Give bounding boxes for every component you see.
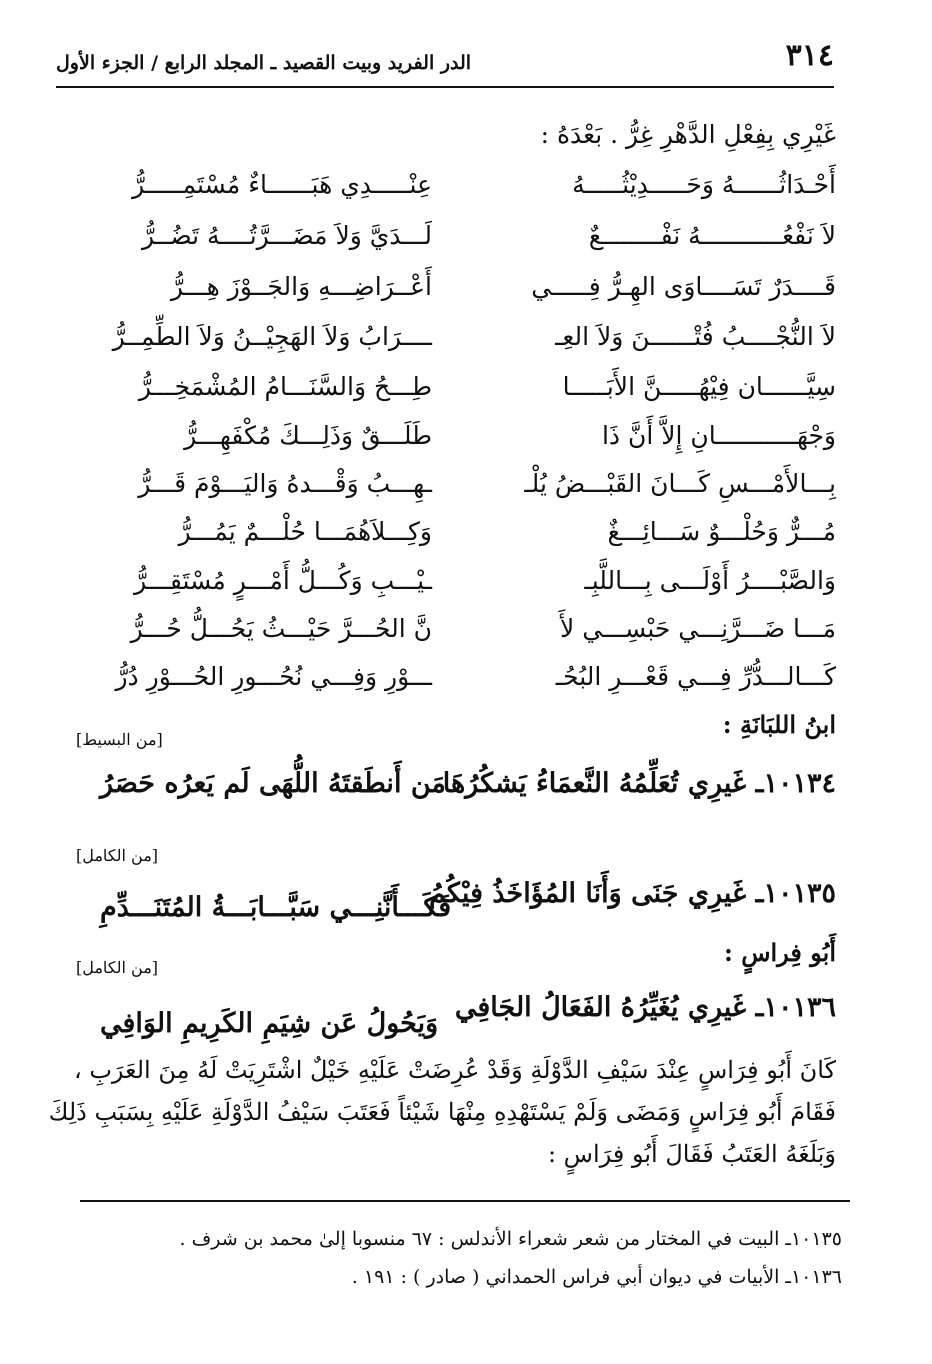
footnote-10135: ١٠١٣٥ـ البيت في المختار من شعر شعراء الأندلس : ٦٧ منسوبا إلىٰ محمد بن شرف . xyxy=(179,1228,842,1250)
poet-name: ابنُ اللبَانَةِ : xyxy=(722,710,836,739)
verse-first-hemistich: سِيَّــــــان فِيْهُـــــنَّ الأَبَـــــا xyxy=(562,372,836,401)
verse-second-hemistich: وَيَحُولُ عَن شِيَمِ الكَرِيمِ الوَافِي xyxy=(100,1008,439,1039)
verse-second-hemistich: نَّ الحُـــرَّ حَيْـــثُ يَحُـــلُّ حُـــرُّ xyxy=(130,614,432,643)
verse-first-hemistich xyxy=(443,768,836,799)
verse-first-hemistich: بِـــالأَمْـــسِ كَـــانَ القَبْـــضُ يُلْـ xyxy=(524,469,836,498)
verse-text: غَيرِي يُغَيِّرُهُ الفَعَالُ الجَافِي xyxy=(454,992,747,1023)
running-title: الدر الفريد وبيت القصيد ـ المجلد الرابع / الجزء الأول xyxy=(56,52,472,74)
verse-first-hemistich xyxy=(429,878,836,909)
verse-second-hemistich: مَن أَنطَقتَهُ اللُّهَى لَم يَعرُه حَصَرُ xyxy=(100,768,446,799)
verse-first-hemistich: كَـــالـــدُّرِّ فِـــي قَعْـــرِ البُحُـ xyxy=(555,662,836,691)
verse-second-hemistich: طَلَـــقٌ وَذَلِـــكَ مُكْفَهِـــرُّ xyxy=(184,421,432,450)
verse-first-hemistich: مُـــرٌّ وَحُلْـــوٌ سَـــائِـــغٌ xyxy=(607,517,836,546)
verse-second-hemistich: ـيْـــبِ وَكُـــلُّ أَمْـــرٍ مُسْتَقِـــرُّ xyxy=(134,566,432,595)
verse-second-hemistich: أَعْــرَاضِـــهِ وَالجَــوْزَ هِـــرُّ xyxy=(170,272,432,301)
verse-second-hemistich: عِنْـــــدِي هَبَــــــاءٌ مُسْتَمِـــــرُّ xyxy=(132,170,432,199)
verse-second-hemistich: طِـــحُ وَالسَّنَـــامُ المُشْمَخِـــرُّ xyxy=(138,372,432,401)
verse-second-hemistich: فَكَـــأَنَّنِـــي سَبَّـــابَـــةُ المُتَنَـــدِّمِ xyxy=(100,892,452,923)
prose-line: كَانَ أَبُو فِرَاسٍ عِنْدَ سَيْفِ الدَّوْلَةِ وَقَدْ عُرِضَتْ عَلَيْهِ خَيْلٌ اشْتَرِيَتْ لَهُ مِنَ العَرَبِ ، xyxy=(73,1056,836,1084)
meter-label: [من الكامل] xyxy=(76,958,159,977)
poet-name: أَبُو فِراسٍ : xyxy=(724,938,836,967)
prose-line: فَقَامَ أَبُو فِرَاسٍ وَمَضَى وَلَمْ يَسْتَهْدِهِ مِنْهَا شَيْئاً فَعَتَبَ سَيْفُ الدَّوْلَةِ عَلَيْهِ بِسَبَبِ ذَلِكَ xyxy=(48,1098,836,1126)
prose-line: وَبَلَغَهُ العَتَبُ فَقَالَ أَبُو فِرَاسٍ : xyxy=(547,1140,836,1168)
verse-first-hemistich: وَالصَّبْــــرُ أَوْلَـــى بِـــاللَّبِـ xyxy=(584,566,836,595)
verse-second-hemistich: ــــرَابُ وَلاَ الهَجِيْــنُ وَلاَ الطِّمِــرُّ xyxy=(112,322,432,351)
verse-first-hemistich: أَحْـدَاثُــــــهُ وَحَـــــدِيْثُـــــهُ xyxy=(572,170,836,199)
meter-label: [من البسيط] xyxy=(76,730,163,749)
verse-number: ١٠١٣٥ـ xyxy=(755,878,836,909)
verse-first-hemistich: لاَ نَفْعُـــــــــــهُ نَفْــــــــعٌ xyxy=(588,221,836,250)
verse-number: ١٠١٣٤ـ xyxy=(755,768,836,799)
verse-second-hemistich: ـهِـــبُ وَقْـــدهُ وَاليَـــوْمَ قَـــرُّ xyxy=(138,469,432,498)
verse-text: غَيرِي جَنَى وَأَنَا المُؤَاخَذُ فِيْكُمُ xyxy=(429,878,747,909)
verse-first-hemistich: وَجْهَـــــــــــانِ إِلاَّ أَنَّ ذَا xyxy=(601,421,836,450)
verse-first-hemistich: لاَ النُّجْــــبُ فُتْــــــنَ وَلاَ العِـ xyxy=(555,322,836,351)
verse-first-hemistich: قَــــدَرٌ تَسَــــاوَى الهِـرُّ فِـــــي xyxy=(531,272,836,301)
verse-first-hemistich xyxy=(455,992,836,1023)
verse-second-hemistich: وَكِـــلاَهُمَـــا حُلْـــمٌ يَمُـــرُّ xyxy=(178,517,432,546)
footnote-divider xyxy=(80,1200,850,1202)
intro-line: غَيْرِي بِفِعْلِ الدَّهْرِ غِرُّ . بَعْدَهُ : xyxy=(540,120,836,149)
page-header xyxy=(56,38,834,88)
verse-second-hemistich: لَـــدَيَّ وَلاَ مَضَـــرَّتُــــهُ تَضُــرُّ xyxy=(141,221,432,250)
footnote-10136: ١٠١٣٦ـ الأبيات في ديوان أبي فراس الحمداني ( صادر ) : ١٩١ . xyxy=(351,1266,842,1288)
page-number: ٣١٤ xyxy=(785,38,834,73)
verse-first-hemistich: مَـــا ضَـــرَّنِـــي حَبْسِـــي لأَ xyxy=(560,614,836,643)
meter-label: [من الكامل] xyxy=(76,846,159,865)
verse-number: ١٠١٣٦ـ xyxy=(755,992,836,1023)
verse-text: غَيرِي تُعَلِّمُهُ النَّعمَاءُ يَشكُرُهَا xyxy=(442,768,747,799)
verse-second-hemistich: ـــوْرِ وَفِـــي نُحُـــورِ الحُـــوْرِ دُرُّ xyxy=(115,662,432,691)
